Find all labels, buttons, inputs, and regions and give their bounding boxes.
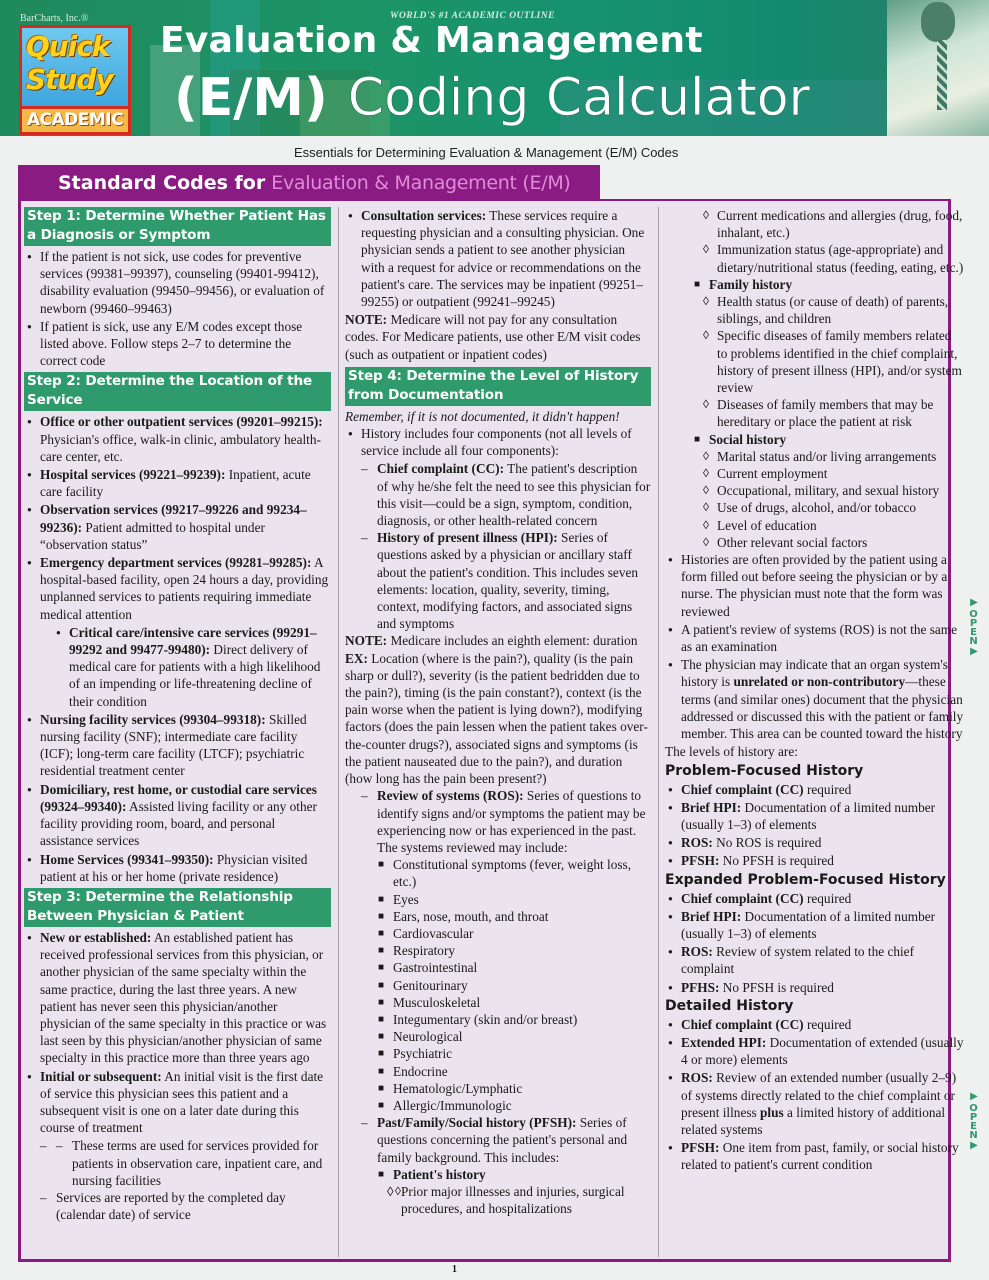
tagline: WORLD'S #1 ACADEMIC OUTLINE: [390, 11, 555, 21]
list-item: ● Emergency department services (99281–99285): A hospital-based facility, open 24 hours a day, providing unplanned services to patients requiring immediate medical attention: [24, 554, 331, 623]
column-2: [345, 207, 651, 1217]
list-item: ● New or established: An established patient has received professional services from this physician, or another physician of the same specialty within the same practice, during the last three years. A new patient has never seen this physician/another physician of the same specialty in this practice or was last seen by this physician/another physician of same specialty in this practice more than three years ago: [24, 929, 331, 1067]
list-item: ◊ Health status (or cause of death) of parents, siblings, and children: [665, 293, 965, 327]
open-label: OPEN: [968, 1103, 979, 1139]
publisher-label: BarCharts, Inc.®: [20, 13, 89, 24]
list-item: – Review of systems (ROS): Series of questions to identify signs and/or symptoms the patient may be experiencing now or has experienced in the past. The systems reviewed may include:: [345, 787, 651, 856]
quickstudy-logo: [19, 25, 131, 135]
list-item: ● The physician may indicate that an organ system's history is unrelated or non-contributory—these terms (and similar ones) document that the physician addressed or discussed this with the patient or family member. This area can be counted toward the history: [665, 656, 965, 742]
list-item: ● Brief HPI: Documentation of a limited number (usually 1–3) of elements: [665, 908, 965, 942]
arrow-icon: ▶: [970, 597, 978, 608]
social-history-label: ■ Social history: [665, 431, 965, 448]
subtitle: Essentials for Determining Evaluation & Management (E/M) Codes: [294, 145, 679, 160]
level-heading-problem-focused: Problem-Focused History: [665, 762, 864, 779]
list-item: ● Initial or subsequent: An initial visit is the first date of service this physician sees this patient and a subsequent visit is one on a later date during this course of treatment: [24, 1068, 331, 1137]
patient-history-label: ■ Patient's history: [345, 1166, 651, 1183]
header-banner: [0, 0, 989, 136]
open-tab-upper[interactable]: [966, 596, 982, 658]
section-title-tab: [18, 165, 600, 201]
list-item: ● Consultation services: These services require a requesting physician and a consulting physician. One physician sends a patient to see another physician with a request for advice or recommendations on the patient's care. The services may be inpatient (99251–99255) or outpatient (99241–99245): [345, 207, 651, 310]
list-item: ◊ ◊ Prior major illnesses and injuries, surgical procedures, and hospitalizations: [345, 1183, 651, 1217]
family-history-label: ■ Family history: [665, 276, 965, 293]
list-item: – History of present illness (HPI): Series of questions asked by a physician or ancillary staff about the patient's condition. This includes seven elements: location, quality, severity, timing, context, modifying factors, and associated signs and symptoms: [345, 529, 651, 632]
logo-line2: Study: [26, 63, 113, 96]
title-coding-calculator: Coding Calculator: [347, 68, 810, 128]
level-heading-expanded: Expanded Problem-Focused History: [665, 871, 946, 888]
list-item: ● Critical care/intensive care services (99291–99292 and 99477-99480): Direct delivery of medical care for patients with a high likelihood of an impending or life-threatening decline of their condition: [24, 624, 331, 710]
section-title-light: Evaluation & Management (E/M): [271, 172, 571, 194]
system-item: ■ Constitutional symptoms (fever, weight loss, etc.): [345, 856, 651, 890]
list-item: ● Histories are often provided by the patient using a form filled out before seeing the physician or by a nurse. The physician must note that the form was reviewed: [665, 551, 965, 620]
doctor-photo: [887, 0, 989, 136]
list-item: ● Brief HPI: Documentation of a limited number (usually 1–3) of elements: [665, 799, 965, 833]
list-item: ◊ Current medications and allergies (drug, food, inhalant, etc.): [665, 207, 965, 241]
page-number: 1: [452, 1264, 457, 1275]
list-item: ◊ Occupational, military, and sexual history: [665, 482, 965, 499]
list-item: – Chief complaint (CC): The patient's description of why he/she felt the need to see this physician for this visit—could be a sign, symptom, condition, diagnosis, or other health-related concern: [345, 460, 651, 529]
system-item: ■ Psychiatric: [345, 1045, 651, 1062]
list-item: ● PFHS: No PFSH is required: [665, 979, 965, 996]
list-item: ● Office or other outpatient services (99201–99215): Physician's office, walk-in clinic, ambulatory health-care center, etc.: [24, 413, 331, 465]
list-item: ◊ Immunization status (age-appropriate) and dietary/nutritional status (feeding, eating, etc.): [665, 241, 965, 275]
list-item: ● If patient is sick, use any E/M codes except those listed above. Follow steps 2–7 to determine the correct code: [24, 318, 331, 370]
list-item: ● Chief complaint (CC) required: [665, 1016, 965, 1033]
list-item: ◊ Use of drugs, alcohol, and/or tobacco: [665, 499, 965, 516]
system-item: ■ Musculoskeletal: [345, 994, 651, 1011]
open-tab-lower[interactable]: [966, 1090, 982, 1152]
list-item: ◊ Marital status and/or living arrangements: [665, 448, 965, 465]
list-item: ● ROS: No ROS is required: [665, 834, 965, 851]
arrow-icon: ▶: [970, 1091, 978, 1102]
step4-heading: Step 4: Determine the Level of History from Documentation: [345, 367, 651, 406]
column-divider: [658, 207, 659, 1257]
list-item: – Services are reported by the completed day (calendar date) of service: [24, 1189, 331, 1223]
column-divider: [338, 207, 339, 1257]
list-item: ● ROS: Review of system related to the chief complaint: [665, 943, 965, 977]
system-item: ■ Allergic/Immunologic: [345, 1097, 651, 1114]
arrow-icon: ▶: [970, 1140, 978, 1151]
list-item: ● Nursing facility services (99304–99318): Skilled nursing facility (SNF); intermediate care facility (ICF); long-term care facility (LTCF); psychiatric residential treatment center: [24, 711, 331, 780]
level-heading-detailed: Detailed History: [665, 997, 794, 1014]
title-line1: Evaluation & Management: [160, 20, 703, 61]
list-item: ◊ Other relevant social factors: [665, 534, 965, 551]
section-title-bold: Standard Codes for: [58, 172, 266, 194]
note: NOTE: Medicare includes an eighth element: duration: [345, 633, 638, 649]
list-item: ● Chief complaint (CC) required: [665, 890, 965, 907]
system-item: ■ Eyes: [345, 891, 651, 908]
arrow-icon: ▶: [970, 646, 978, 657]
list-item: – – These terms are used for services provided for patients in observation care, inpatient care, and nursing facilities: [24, 1137, 331, 1189]
title-line2: [174, 64, 810, 132]
list-item: ● PFSH: One item from past, family, or social history related to patient's current condition: [665, 1139, 965, 1173]
remember-note: Remember, if it is not documented, it didn't happen!: [345, 408, 620, 424]
open-label: OPEN: [968, 609, 979, 645]
list-item: ● Observation services (99217–99226 and 99234–99236): Patient admitted to hospital under “observation status”: [24, 501, 331, 553]
list-item: ● Domiciliary, rest home, or custodial care services (99324–99340): Assisted living facility or any other facility providing room, board, and personal assistance services: [24, 781, 331, 850]
list-item: ● Extended HPI: Documentation of extended (usually 4 or more) elements: [665, 1034, 965, 1068]
list-item: ● Home Services (99341–99350): Physician visited patient at his or her home (private residence): [24, 851, 331, 885]
system-item: ■ Gastrointestinal: [345, 959, 651, 976]
list-item: ● PFSH: No PFSH is required: [665, 852, 965, 869]
title-em: (E/M): [174, 68, 328, 128]
system-item: ■ Respiratory: [345, 942, 651, 959]
system-item: ■ Hematologic/Lymphatic: [345, 1080, 651, 1097]
list-item: – Past/Family/Social history (PFSH): Series of questions concerning the patient's personal and family background. This includes:: [345, 1114, 651, 1166]
step1-heading: Step 1: Determine Whether Patient Has a Diagnosis or Symptom: [24, 207, 331, 246]
list-item: ● A patient's review of systems (ROS) is not the same as an examination: [665, 621, 965, 655]
system-item: ■ Ears, nose, mouth, and throat: [345, 908, 651, 925]
list-item: ◊ Current employment: [665, 465, 965, 482]
step2-heading: Step 2: Determine the Location of the Service: [24, 372, 331, 411]
example: EX: Location (where is the pain?), quality (is the pain sharp or dull?), severity (is the patient bedridden due to the pain?), timing (is the pain constant?), context (is the pain worse when the patient is lying down?), modifying factors (does the pain lessen when the patient takes over-the-counter drugs?), associated signs and symptoms (is the patient nauseated due to the pain?), and duration (how long has the pain been present?): [345, 650, 648, 787]
list-item: ● Hospital services (99221–99239): Inpatient, acute care facility: [24, 466, 331, 500]
list-item: ◊ Diseases of family members that may be hereditary or place the patient at risk: [665, 396, 965, 430]
system-item: ■ Neurological: [345, 1028, 651, 1045]
list-item: ◊ Level of education: [665, 517, 965, 534]
column-3: [665, 207, 965, 1175]
levels-intro: The levels of history are:: [665, 744, 798, 760]
list-item: ● ROS: Review of an extended number (usually 2–9) of systems directly related to the chief complaint or present illness plus a limited history of additional related systems: [665, 1069, 965, 1138]
logo-academic: ACADEMIC: [22, 106, 128, 132]
system-item: ■ Cardiovascular: [345, 925, 651, 942]
system-item: ■ Genitourinary: [345, 977, 651, 994]
system-item: ■ Endocrine: [345, 1063, 651, 1080]
content-frame: [18, 199, 964, 1262]
list-item: ● Chief complaint (CC) required: [665, 781, 965, 798]
logo-line1: Quick: [26, 30, 110, 63]
note: NOTE: Medicare will not pay for any consultation codes. For Medicare patients, use other E/M visit codes (such as outpatient or inpatient codes): [345, 312, 641, 362]
list-item: ● History includes four components (not all levels of service include all four components):: [345, 425, 651, 459]
system-item: ■ Integumentary (skin and/or breast): [345, 1011, 651, 1028]
step3-heading: Step 3: Determine the Relationship Between Physician & Patient: [24, 888, 331, 927]
list-item: ◊ Specific diseases of family members related to problems identified in the chief complaint, history of present illness (HPI), and/or system review: [665, 327, 965, 396]
list-item: ● If the patient is not sick, use codes for preventive services (99381–99397), counseling (99401-99412), disability evaluation (99450–99456), or evaluation of newborn (99460–99463): [24, 248, 331, 317]
column-1: [24, 207, 331, 1223]
